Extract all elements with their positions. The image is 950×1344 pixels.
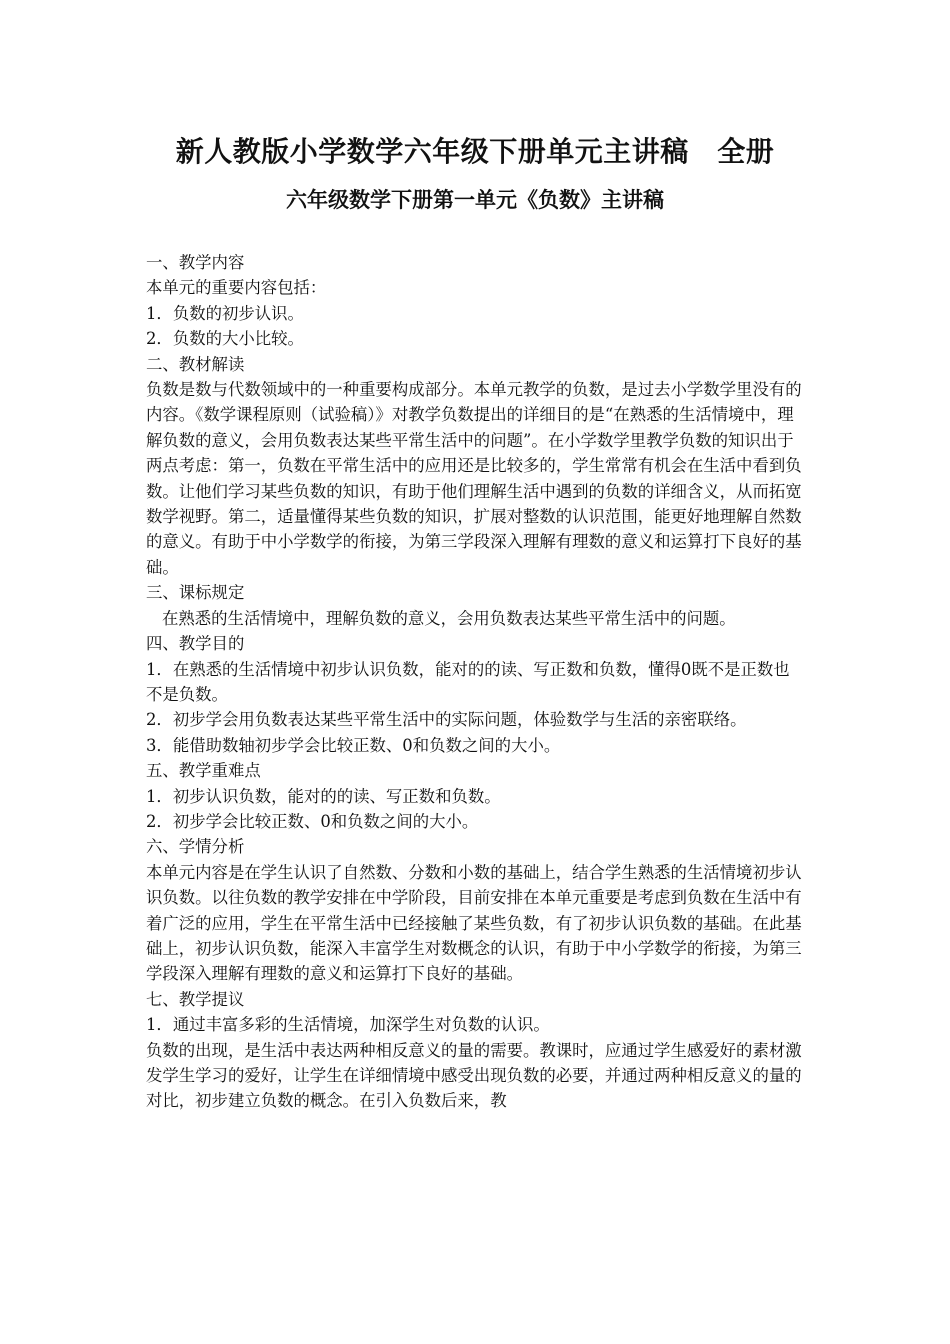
paragraph: 负数的出现，是生活中表达两种相反意义的量的需要。教课时，应通过学生感爱好的素材激发学生学习的爱好，让学生在详细情境中感受出现负数的必要，并通过两种相反意义的量的对比，初步建立负数的概念。在引入负数后来，教 [146,1040,802,1111]
paragraph: 本单元的重要内容包括： [146,278,327,298]
paragraph: 本单元内容是在学生认识了自然数、分数和小数的基础上，结合学生熟悉的生活情境初步认识负数。以往负数的教学安排在中学阶段，目前安排在本单元重要是考虑到负数在生活中有着广泛的应用，学生在平常生活中已经接触了某些负数，有了初步认识负数的基础。在此基础上，初步认识负数，能深入丰富学生对数概念的认识，有助于中小学数学的衔接，为第三学段深入理解有理数的意义和运算打下良好的基础。 [146,862,802,984]
paragraph: 负数是数与代数领域中的一种重要构成部分。本单元教学的负数，是过去小学数学里没有的内容。《数学课程原则（试验稿）》对教学负数提出的详细目的是“在熟悉的生活情境中，理解负数的意义，会用负数表达某些平常生活中的问题”。在小学数学里教学负数的知识出于两点考虑：第一，负数在平常生活中的应用还是比较多的，学生常常有机会在生活中看到负数。让他们学习某些负数的知识，有助于他们理解生活中遇到的负数的详细含义，从而拓宽数学视野。第二，适量懂得某些负数的知识，扩展对整数的认识范围，能更好地理解自然数的意义。有助于中小学数学的衔接，为第三学段深入理解有理数的意义和运算打下良好的基础。 [146,380,802,577]
list-item: 3．能借助数轴初步学会比较正数、0和负数之间的大小。 [146,735,561,755]
section-heading-textbook: 二、教材解读 [146,354,245,374]
section-heading-goals: 四、教学目的 [146,634,245,654]
section-heading-standards: 三、课标规定 [146,583,245,603]
section-heading-key-points: 五、教学重难点 [146,761,261,781]
section-heading-content: 一、教学内容 [146,253,245,272]
list-item: 1．在熟悉的生活情境中初步认识负数，能对的的读、写正数和负数，懂得0既不是正数也不是负数。 [146,659,790,704]
paragraph: 在熟悉的生活情境中，理解负数的意义，会用负数表达某些平常生活中的问题。 [162,608,736,628]
section-heading-suggestions: 七、教学提议 [146,989,245,1009]
section-heading-analysis: 六、学情分析 [146,837,245,857]
document-subtitle: 六年级数学下册第一单元《负数》主讲稿 [286,188,664,212]
list-item: 1．初步认识负数，能对的的读、写正数和负数。 [146,786,501,806]
list-item: 2．初步学会用负数表达某些平常生活中的实际问题，体验数学与生活的亲密联络。 [146,710,747,730]
list-item: 2．负数的大小比较。 [146,329,304,349]
document-title: 新人教版小学数学六年级下册单元主讲稿 全册 [175,135,775,168]
list-item: 1．负数的初步认识。 [146,303,304,323]
list-item: 2．初步学会比较正数、0和负数之间的大小。 [146,811,479,831]
list-item: 1．通过丰富多彩的生活情境，加深学生对负数的认识。 [146,1015,550,1035]
document-body [146,250,806,1114]
